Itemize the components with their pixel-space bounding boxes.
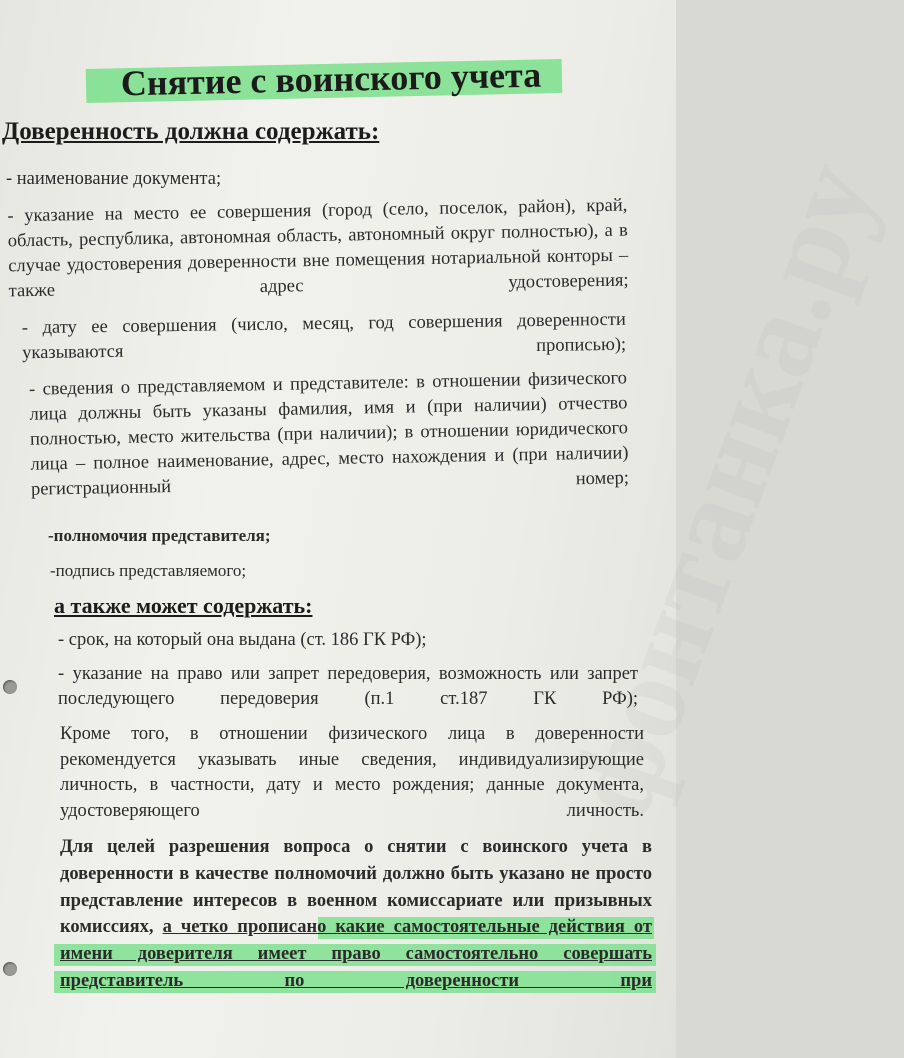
page-title: Снятие с воинского учета — [120, 54, 542, 104]
list-item: - сведения о представляемом и представителе: в отношении физического лица должны быть указаны фамилия, имя и (при наличии) отчество полностью, место жительства (при наличии); в отношении юридического лица – полное наименование, адрес, место нахождения и (при наличии) регистрационный номер; — [28, 368, 630, 500]
list-item: - срок, на который она выдана (ст. 186 ГК РФ); — [58, 630, 427, 650]
list-item: -подпись представляемого; — [50, 561, 247, 580]
paragraph-text: Для целей разрешения вопроса о снятии с воинского учета в доверенности в качестве полномочий должно быть указано не просто представление интересов в военном комиссариате или призывных комиссиях, — [60, 837, 652, 938]
watermark: фонтанка.ру — [542, 144, 902, 834]
punch-hole — [3, 680, 17, 694]
highlighted-text: а четко прописано какие самостоятельные действия от имени доверителя имеет право самостоятельно совершать представитель по доверенности при — [60, 917, 652, 991]
heading-may-contain: а также может содержать: — [54, 593, 313, 618]
list-item: - наименование документа; — [6, 169, 222, 189]
paragraph-military-registration — [60, 834, 652, 995]
title-block — [86, 54, 566, 104]
list-item: - дату ее совершения (число, месяц, год совершения доверенности указываются прописью); — [21, 309, 627, 364]
heading-must-contain: Доверенность должна содержать: — [2, 118, 380, 145]
list-item: - указание на место ее совершения (город (село, поселок, район), край, область, республика, автономная область, автономный округ полностью), а в случае удостоверения доверенности вне помещения нотариальной конторы – также адрес удостоверения; — [7, 195, 629, 302]
list-item: -полномочия представителя; — [48, 526, 271, 545]
punch-hole — [3, 962, 17, 976]
list-item: - указание на право или запрет передоверия, возможность или запрет последующего передоверия (п.1 ст.187 ГК РФ); — [58, 664, 638, 709]
paragraph-recommendation: Кроме того, в отношении физического лица в доверенности рекомендуется указывать иные сведения, индивидуализирующие личность, в частности, дату и место рождения; данные документа, удостоверяющего личность. — [60, 724, 644, 821]
